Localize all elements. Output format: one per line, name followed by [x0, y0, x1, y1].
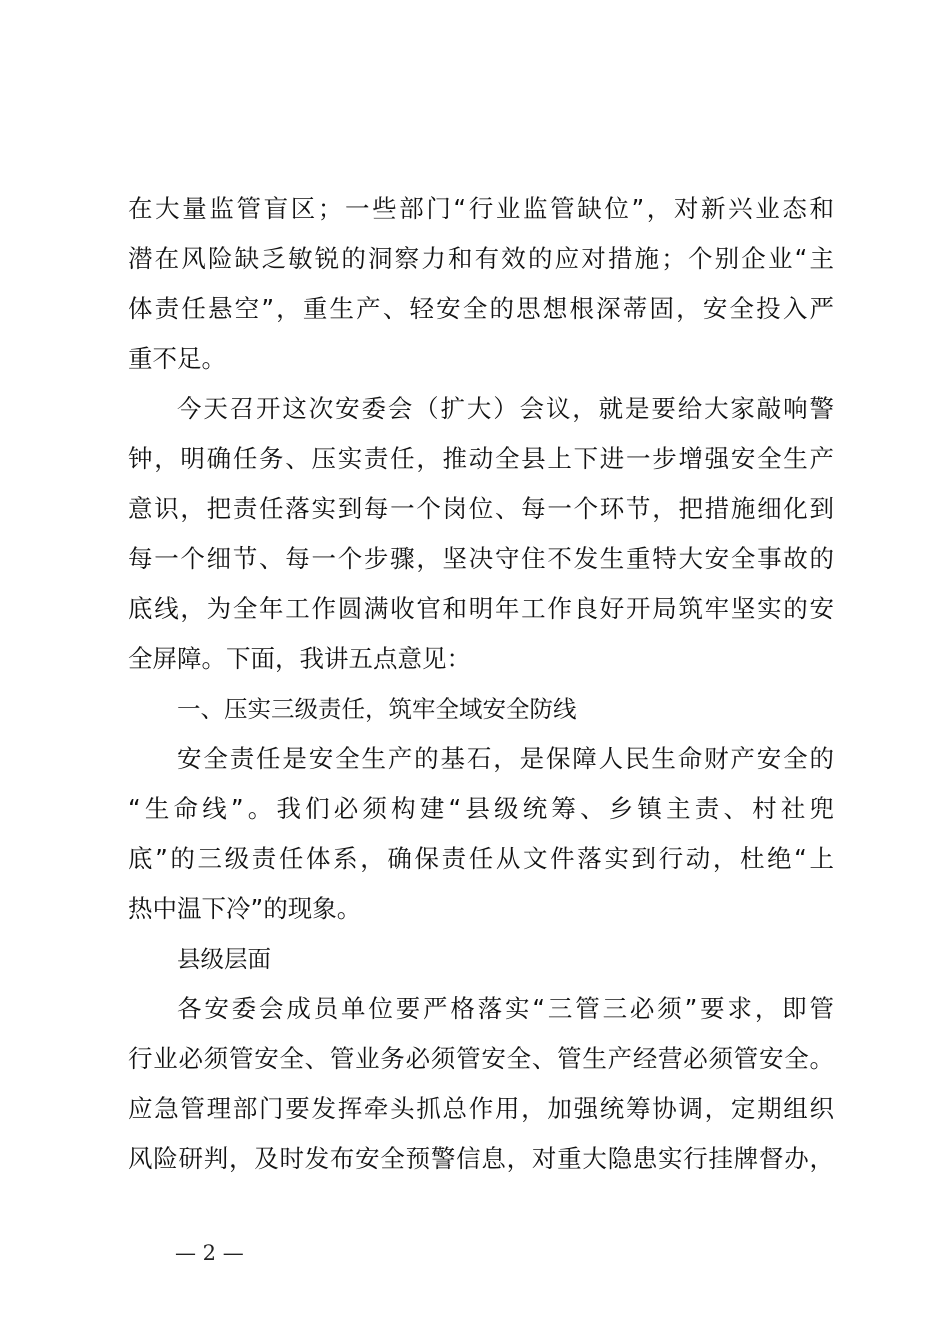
text-line: 全屏障。下面，我讲五点意见： — [128, 644, 471, 673]
text-line: 意识，把责任落实到每一个岗位、每一个环节，把措施细化到 — [128, 494, 834, 523]
text-line: 潜在风险缺乏敏锐的洞察力和有效的应对措施；个别企业“主 — [128, 244, 834, 273]
text-line: 风险研判，及时发布安全预警信息，对重大隐患实行挂牌督办， — [128, 1144, 834, 1173]
text-line: 行业必须管安全、管业务必须管安全、管生产经营必须管安全。 — [128, 1044, 834, 1073]
text-line: 安全责任是安全生产的基石，是保障人民生命财产安全的 — [177, 744, 834, 773]
text-line: 在大量监管盲区；一些部门“行业监管缺位”，对新兴业态和 — [128, 194, 834, 223]
text-line: 热中温下冷”的现象。 — [128, 894, 362, 923]
body-text — [128, 184, 834, 1184]
page-number: — 2 — — [175, 1241, 244, 1265]
subsection-heading: 县级层面 — [177, 945, 271, 973]
text-line: 底”的三级责任体系，确保责任从文件落实到行动，杜绝“上 — [128, 844, 834, 873]
text-line: 应急管理部门要发挥牵头抓总作用，加强统筹协调，定期组织 — [128, 1094, 834, 1123]
text-line: 体责任悬空”，重生产、轻安全的思想根深蒂固，安全投入严 — [128, 294, 834, 323]
text-line: 重不足。 — [128, 344, 226, 373]
text-line: “生命线”。我们必须构建“县级统筹、乡镇主责、村社兜 — [128, 794, 834, 823]
text-line: 钟，明确任务、压实责任，推动全县上下进一步增强安全生产 — [128, 444, 834, 473]
section-heading: 一、压实三级责任，筑牢全域安全防线 — [177, 695, 577, 723]
text-line: 每一个细节、每一个步骤，坚决守住不发生重特大安全事故的 — [128, 544, 834, 573]
text-line: 今天召开这次安委会（扩大）会议，就是要给大家敲响警 — [177, 394, 834, 423]
text-line: 各安委会成员单位要严格落实“三管三必须”要求，即管 — [177, 994, 834, 1023]
text-line: 底线，为全年工作圆满收官和明年工作良好开局筑牢坚实的安 — [128, 594, 834, 623]
